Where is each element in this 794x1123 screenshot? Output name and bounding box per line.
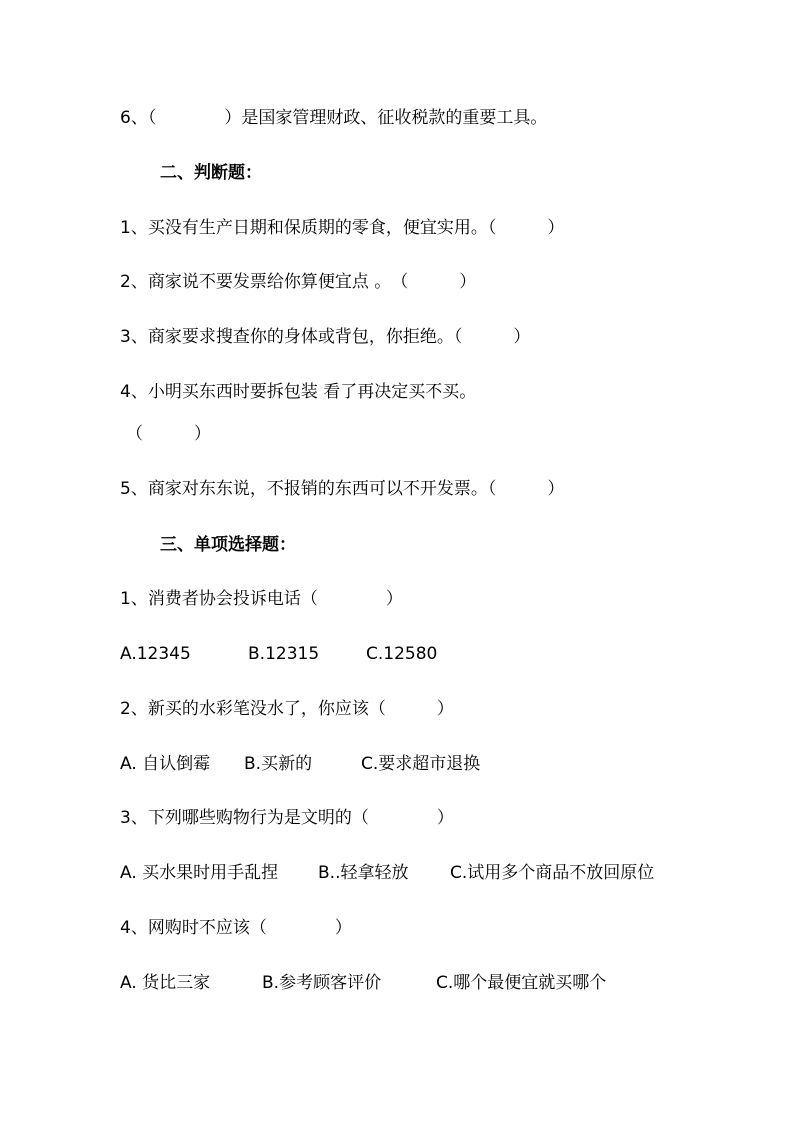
choice-2-option-c: C.要求超市退换 xyxy=(361,754,481,774)
section-heading-judgement: 二、判断题： xyxy=(160,163,262,183)
choice-1-option-b: B.12315 xyxy=(248,644,320,664)
choice-3-option-a: A. 买水果时用手乱捏 xyxy=(120,863,279,883)
choice-4-option-b: B.参考顾客评价 xyxy=(262,973,382,993)
judgement-item-2: 2、商家说不要发票给你算便宜点 。 （ ） xyxy=(120,272,477,292)
question-fill-6: 6、（ ）是国家管理财政、征收税款的重要工具。 xyxy=(120,108,548,128)
choice-1-option-c: C.12580 xyxy=(366,644,438,664)
judgement-item-1: 1、买没有生产日期和保质期的零食，便宜实用。（ ） xyxy=(120,218,565,238)
choice-4-option-a: A. 货比三家 xyxy=(120,973,211,993)
choice-4-option-c: C.哪个最便宜就买哪个 xyxy=(436,973,607,993)
choice-question-2: 2、新买的水彩笔没水了，你应该（ ） xyxy=(120,699,454,719)
section-heading-choice: 三、单项选择题： xyxy=(160,535,296,555)
choice-1-option-a: A.12345 xyxy=(120,644,191,664)
judgement-item-3: 3、商家要求搜查你的身体或背包，你拒绝。（ ） xyxy=(120,327,531,347)
choice-2-option-b: B.买新的 xyxy=(244,754,313,774)
choice-2-option-a: A. 自认倒霉 xyxy=(120,754,211,774)
choice-question-3: 3、下列哪些购物行为是文明的（ ） xyxy=(120,808,454,828)
choice-3-option-b: B..轻拿轻放 xyxy=(318,863,409,883)
choice-question-4: 4、网购时不应该（ ） xyxy=(120,918,352,938)
judgement-item-4: 4、小明买东西时要拆包装 看了再决定买不买。 xyxy=(120,382,477,402)
judgement-item-5: 5、商家对东东说，不报销的东西可以不开发票。（ ） xyxy=(120,479,565,499)
choice-question-1: 1、消费者协会投诉电话（ ） xyxy=(120,589,403,609)
choice-3-option-c: C.试用多个商品不放回原位 xyxy=(450,863,655,883)
judgement-item-4-blank: （ ） xyxy=(126,424,211,444)
